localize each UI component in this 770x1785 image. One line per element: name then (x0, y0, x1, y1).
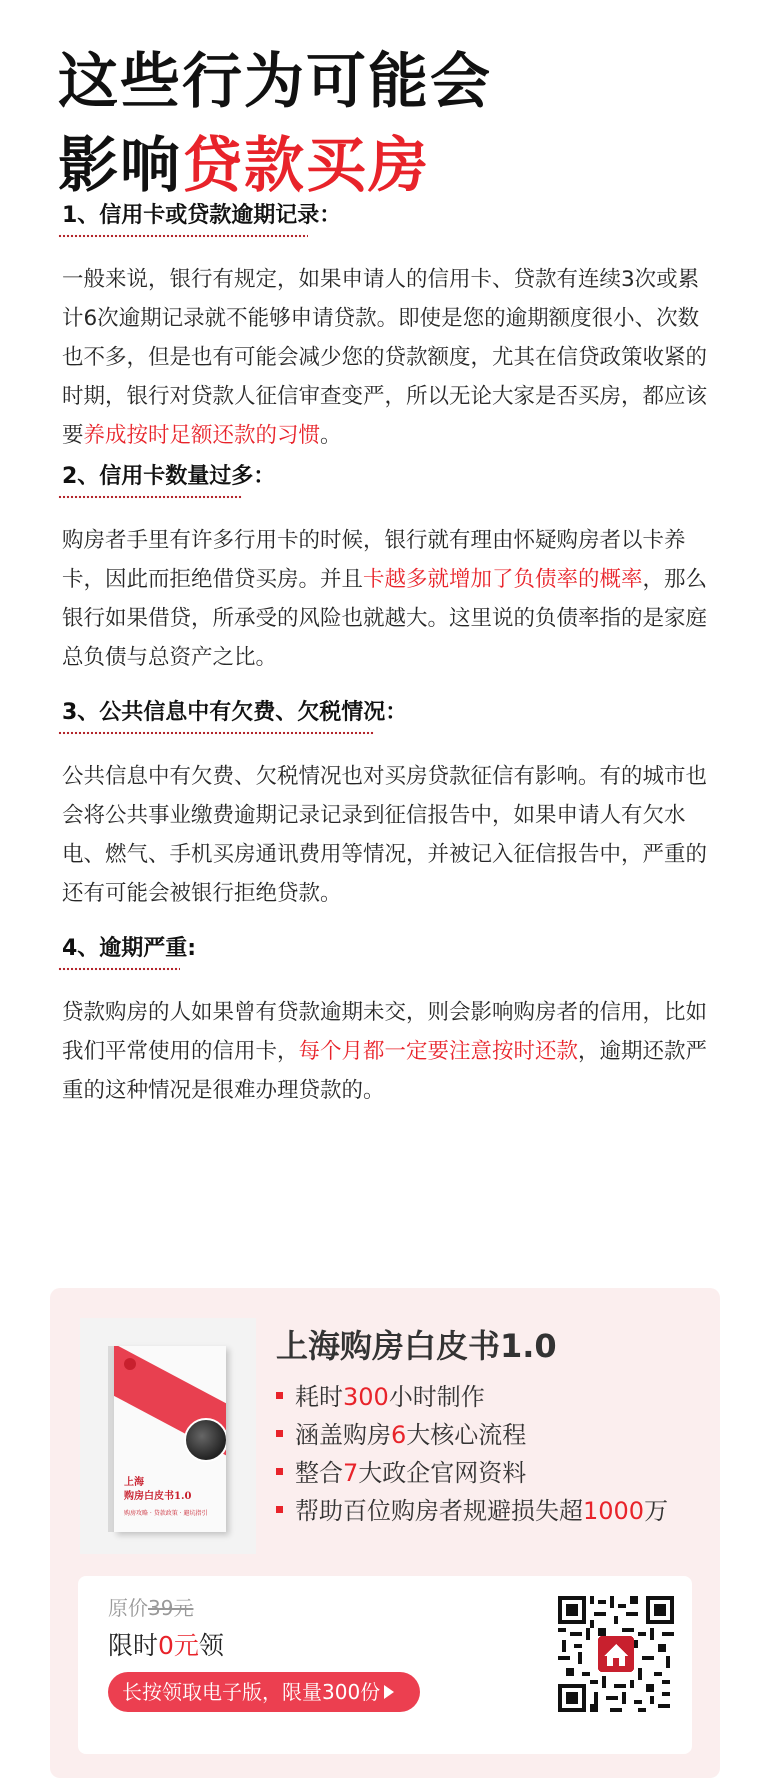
book-cover-subtitle: 购房攻略 · 贷款政策 · 避坑指引 (124, 1510, 208, 1517)
feature-item (276, 1380, 485, 1414)
feature-text-end: 万 (644, 1497, 669, 1525)
bullet-icon (276, 1430, 283, 1437)
page-title (58, 40, 492, 208)
feature-text: 涵盖购房 (295, 1421, 391, 1449)
limited-offer-text-end: 领 (198, 1631, 224, 1660)
title-line-2-plain: 影响 (58, 131, 182, 201)
qr-code-icon[interactable] (558, 1596, 674, 1712)
promo-card[interactable] (50, 1288, 720, 1778)
book-photo (184, 1418, 226, 1462)
bullet-icon (276, 1392, 283, 1399)
limited-offer (108, 1628, 224, 1664)
book-cover-title-line-2: 购房白皮书1.0 (124, 1491, 192, 1502)
feature-text-end: 大政企官网资料 (358, 1459, 527, 1487)
section-3-paragraph (62, 757, 712, 913)
section-4-text-end: ，逾期还款严重的这种情况是很难办理贷款的。 (62, 1039, 708, 1103)
bullet-icon (276, 1468, 283, 1475)
feature-text: 帮助百位购房者规避损失超 (295, 1497, 583, 1525)
section-1-text: 一般来说，银行有规定，如果申请人的信用卡、贷款有连续3次或累计6次逾期记录就不能够申请贷款。即使是您的逾期额度很小、次数也不多，但是也有可能会减少您的贷款额度，尤其在信贷政策收紧的时期，银行对贷款人征信审查变严，所以无论大家是否买房，都应该要 (62, 267, 708, 448)
book-cover (114, 1346, 226, 1532)
section-1-text-end: 。 (320, 423, 342, 448)
section-2-heading: 2、信用卡数量过多： (62, 464, 276, 489)
section-1-highlight: 养成按时足额还款的习惯 (83, 423, 321, 448)
section-2-underline (58, 495, 242, 499)
feature-highlight: 1000 (583, 1497, 645, 1525)
feature-item (276, 1494, 668, 1528)
limited-offer-price: 0元 (158, 1631, 199, 1660)
limited-offer-text: 限时 (108, 1631, 159, 1660)
section-4-underline (58, 967, 180, 971)
book-logo-icon (124, 1358, 136, 1370)
section-3-text: 公共信息中有欠费、欠税情况也对买房贷款征信有影响。有的城市也会将公共事业缴费逾期记录记录到征信报告中，如果申请人有欠水电、燃气、手机买房通讯费用等情况，并被记入征信报告中，严重的还有可能会被银行拒绝贷款。 (62, 764, 708, 906)
book-cover-title (124, 1476, 191, 1504)
bullet-icon (276, 1506, 283, 1513)
original-price-value: 39元 (148, 1596, 194, 1620)
feature-text-end: 小时制作 (388, 1383, 485, 1411)
title-line-2-highlight: 贷款买房 (182, 131, 430, 201)
feature-highlight: 300 (343, 1383, 389, 1411)
feature-item (276, 1456, 526, 1490)
claim-button-label: 长按领取电子版，限量300份 (122, 1680, 381, 1704)
book-cover-image (80, 1318, 256, 1554)
section-3-heading: 3、公共信息中有欠费、欠税情况： (62, 700, 408, 725)
section-4-highlight: 每个月都一定要注意按时还款 (298, 1039, 579, 1064)
section-3-underline (58, 731, 374, 735)
section-2-highlight: 卡越多就增加了负债率的概率 (363, 567, 643, 592)
feature-highlight: 7 (343, 1459, 359, 1487)
section-1-heading: 1、信用卡或贷款逾期记录： (62, 203, 342, 228)
section-1-paragraph (62, 260, 712, 455)
original-price (108, 1594, 193, 1622)
section-4-text: 贷款购房的人如果曾有贷款逾期未交，则会影响购房者的信用，比如我们平常使用的信用卡， (62, 1000, 708, 1064)
feature-item (276, 1418, 526, 1452)
play-arrow-icon (384, 1685, 394, 1699)
section-2-text: 购房者手里有许多行用卡的时候，银行就有理由怀疑购房者以卡养卡，因此而拒绝借贷买房。并且 (62, 528, 686, 592)
section-4-paragraph (62, 993, 712, 1110)
claim-button[interactable] (108, 1672, 420, 1712)
feature-text: 整合 (295, 1459, 343, 1487)
section-4-heading: 4、逾期严重: (62, 936, 197, 961)
feature-text: 耗时 (295, 1383, 343, 1411)
claim-panel (78, 1576, 692, 1754)
section-2-paragraph (62, 521, 712, 677)
book-cover-title-line-1: 上海 (124, 1477, 144, 1488)
feature-text-end: 大核心流程 (406, 1421, 527, 1449)
original-price-label: 原价 (108, 1596, 148, 1620)
feature-highlight: 6 (391, 1421, 407, 1449)
section-2-text-end: ，那么银行如果借贷，所承受的风险也就越大。这里说的负债率指的是家庭总负债与总资产之比。 (62, 567, 708, 670)
promo-title: 上海购房白皮书1.0 (276, 1327, 557, 1365)
title-line-1: 这些行为可能会 (58, 47, 492, 117)
section-1-underline (58, 234, 308, 238)
